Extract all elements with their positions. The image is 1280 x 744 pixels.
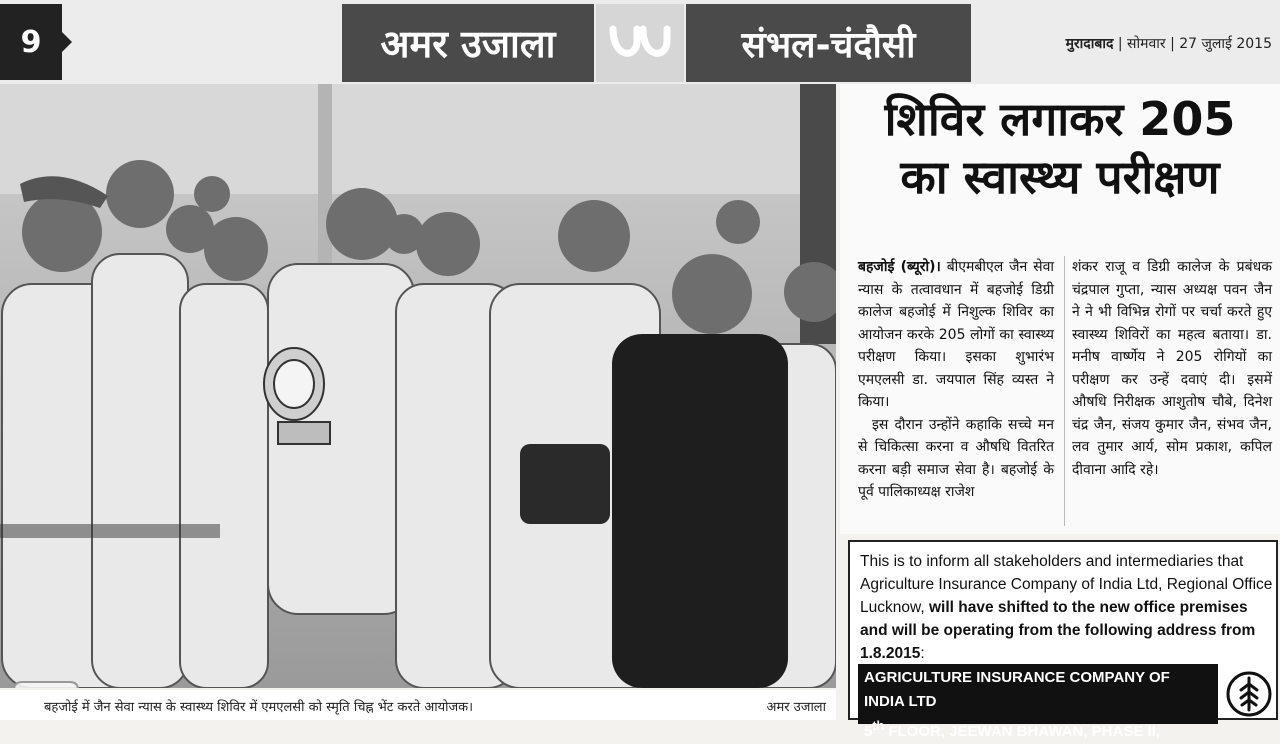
brand-logo-icon bbox=[596, 4, 684, 82]
edition-name: संभल-चंदौसी bbox=[686, 4, 971, 82]
article-column-2 bbox=[1072, 256, 1272, 481]
photo-illustration bbox=[0, 84, 836, 688]
article-dateline: बहजोई (ब्यूरो)। bbox=[858, 259, 941, 275]
notice-address: 5th FLOOR, JEEWAN BHAWAN, PHASE II, bbox=[864, 719, 1161, 740]
photo-credit: अमर उजाला bbox=[766, 700, 826, 715]
article-paragraph: शंकर राजू व डिग्री कालेज के प्रबंधक चंद्रपाल गुप्ता, न्यास अध्यक्ष पवन जैन ने ने भी विभिन्न रोगों पर चर्चा करते हुए स्वास्थ्य शिविरों का महत्व बताया। डा. मनीष वार्ष्णेय ने 205 रोगियों का परीक्षण कर उन्हें दवाएं दी। इसमें औषधि निरीक्षक आशुतोष चौबे, दिनेश चंद्र जैन, संजय कुमार जैन, संभव जैन, लव तुमार आर्य, सोम प्रकाश, कपिल दीवाना आदि रहे। bbox=[1072, 259, 1272, 478]
insurance-company-logo-icon bbox=[1224, 670, 1274, 718]
page-number: 9 bbox=[0, 4, 62, 80]
dateline: मुरादाबाद | सोमवार | 27 जुलाई 2015 bbox=[1065, 36, 1272, 52]
notice-advertisement bbox=[848, 540, 1278, 740]
dateline-city: मुरादाबाद bbox=[1065, 36, 1114, 52]
speech-bubble-icon bbox=[12, 678, 80, 688]
headline bbox=[840, 90, 1280, 206]
article-paragraph: बीएमबीएल जैन सेवा न्यास के तत्वावधान में बहजोई डिग्री कालेज बहजोई में निशुल्क शिविर का आयोजन करके 205 लोगों का स्वास्थ्य परीक्षण किया। इसका शुभारंभ एमएलसी डा. जयपाल सिंह व्यस्त ने किया। bbox=[858, 259, 1054, 410]
headline-line-2: का स्वास्थ्य परीक्षण bbox=[900, 150, 1220, 204]
notice-address-block bbox=[858, 664, 1218, 740]
article bbox=[840, 84, 1280, 534]
photo-caption-bar bbox=[0, 690, 836, 720]
notice-intro: This is to inform all stakeholders and intermediaries that Agriculture Insurance Company of India Ltd, Regional Office Lucknow, bbox=[860, 553, 1273, 616]
notice-emphasis: will have shifted to the new office premises and will be operating from the following address from 1.8.2015 bbox=[860, 599, 1256, 662]
brand-name: अमर उजाला bbox=[342, 4, 594, 82]
dateline-day: सोमवार bbox=[1127, 36, 1166, 52]
article-column-1 bbox=[858, 256, 1054, 504]
article-paragraph: इस दौरान उन्होंने कहाकि सच्चे मन से चिकित्सा करना व औषधि वितरित करना बड़ी समाज सेवा है। बहजोई के पूर्व पालिकाध्यक्ष राजेश bbox=[858, 416, 1054, 500]
headline-line-1: शिविर लगाकर 205 bbox=[884, 92, 1236, 146]
photo-caption: बहजोई में जैन सेवा न्यास के स्वास्थ्य शिविर में एमएलसी को स्मृति चिह्न भेंट करते आयोजक। bbox=[44, 700, 474, 715]
notice-text: This is to inform all stakeholders and intermediaries that Agriculture Insurance Company of India Ltd, Regional Office Lucknow, will have shifted to the new office premises and will be operating from the following address from 1.8.2015: bbox=[860, 553, 1273, 662]
news-photo bbox=[0, 84, 836, 688]
masthead bbox=[0, 0, 1280, 84]
notice-company-name: AGRICULTURE INSURANCE COMPANY OF INDIA LTD bbox=[864, 669, 1170, 710]
column-divider bbox=[1064, 256, 1065, 526]
dateline-date: 27 जुलाई 2015 bbox=[1179, 36, 1272, 52]
